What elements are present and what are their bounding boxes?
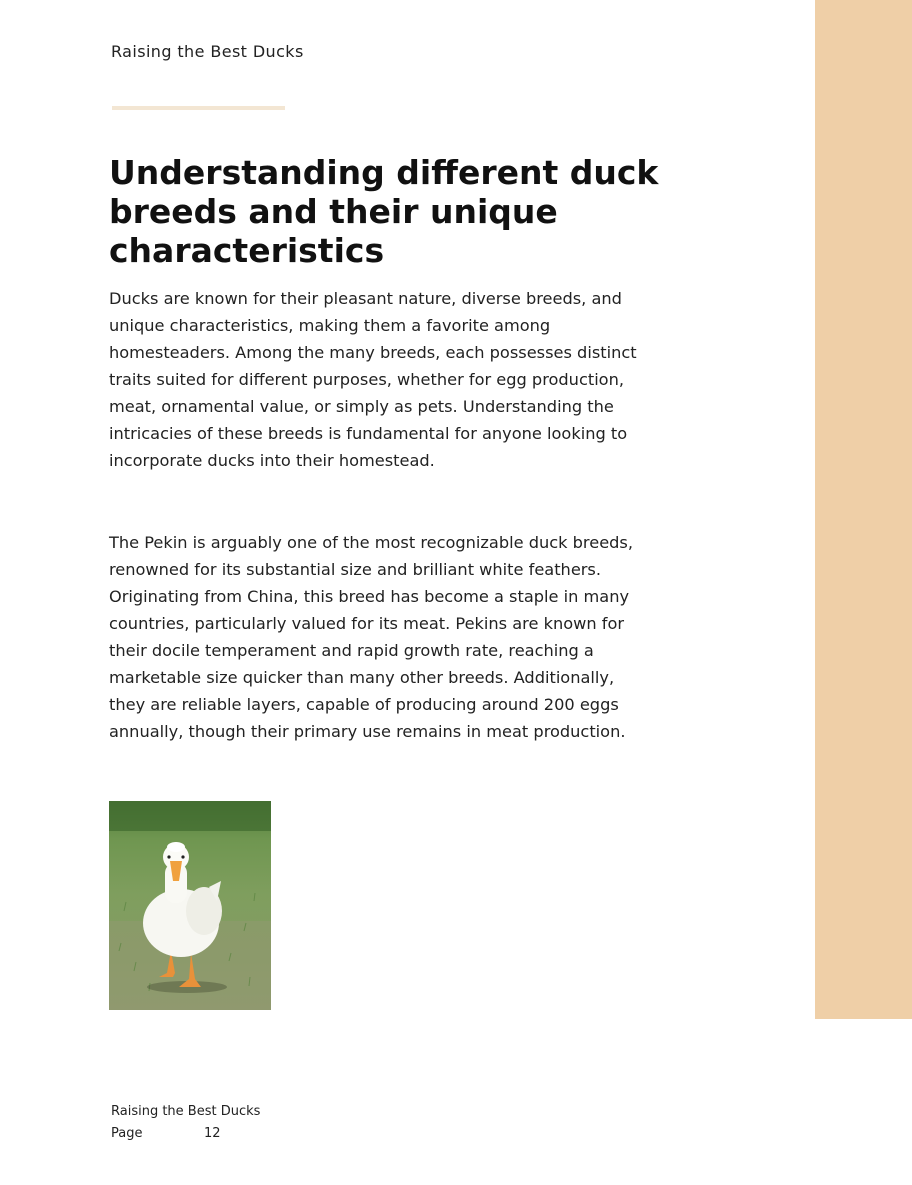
pekin-duck-photo [109, 801, 271, 1010]
section-heading: Understanding different duck breeds and their unique characteristics [109, 153, 659, 270]
pekin-paragraph: The Pekin is arguably one of the most recognizable duck breeds, renowned for its substantial size and brilliant white feathers. Originating from China, this breed has become a staple in many countries, particularly valued for its meat. Pekins are known for their docile temperament and rapid growth rate, reaching a marketable size quicker than many other breeds. Additionally, they are reliable layers, capable of producing around 200 eggs annually, though their primary use remains in meat production. [109, 533, 634, 741]
intro-paragraph: Ducks are known for their pleasant nature, diverse breeds, and unique characteristics, making them a favorite among homesteaders. Among the many breeds, each possesses distinct traits suited for different purposes, whether for egg production, meat, ornamental value, or simply as pets. Understanding the intricacies of these breeds is fundamental for anyone looking to incorporate ducks into their homestead. [109, 289, 637, 470]
footer-page-number: 12 [204, 1126, 221, 1141]
decorative-side-band [815, 0, 912, 1019]
running-header: Raising the Best Ducks [111, 42, 304, 61]
header-divider [112, 106, 285, 110]
footer-page-label: Page [111, 1126, 143, 1141]
footer-title: Raising the Best Ducks [111, 1104, 261, 1119]
